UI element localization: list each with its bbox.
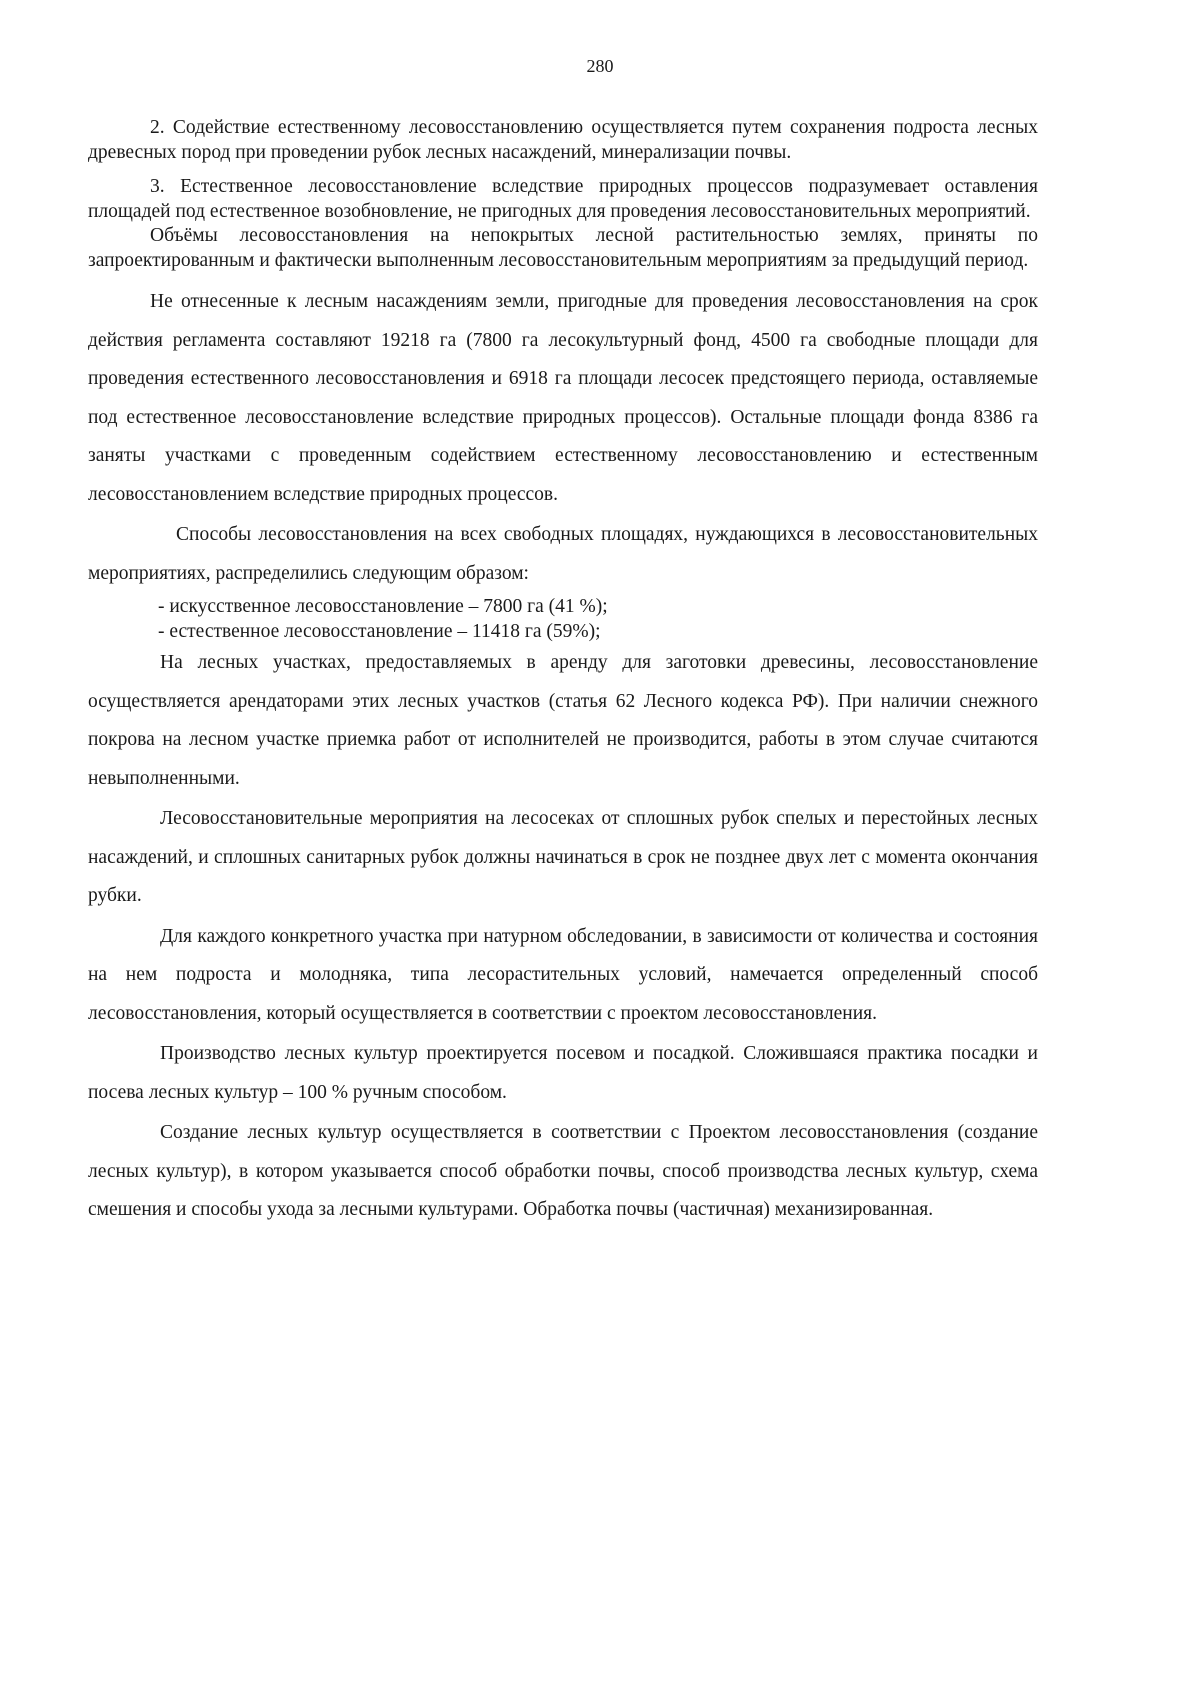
page-number: 280 — [586, 56, 614, 76]
paragraph-regeneration-volumes: Объёмы лесовосстановления на непокрытых лесной растительностью землях, приняты по запроектированным и фактически выполненным лесовосстановительным мероприятиям за предыдущий период. — [88, 225, 1038, 271]
paragraph-regeneration-methods: Способы лесовосстановления на всех свободных площадях, нуждающихся в лесовосстановительных мероприятиях, распределились следующим образом: — [88, 524, 1038, 584]
paragraph-forest-cultures-creation: Создание лесных культур осуществляется в соответствии с Проектом лесовосстановления (создание лесных культур), в котором указывается способ обработки почвы, способ производства лесных культур, схема смешения и способы ухода за лесными культурами. Обработка почвы (частичная) механизированная. — [88, 1122, 1038, 1220]
paragraph-site-survey: Для каждого конкретного участка при натурном обследовании, в зависимости от количества и состояния на нем подроста и молодняка, типа лесорастительных условий, намечается определенный способ лесовосстановления, который осуществляется в соответствии с проектом лесовосстановления. — [88, 925, 1038, 1024]
document-body — [88, 116, 1038, 1230]
paragraph-assisted-regeneration: 2. Содействие естественному лесовосстановлению осуществляется путем сохранения подроста лесных древесных пород при проведении рубок лесных насаждений, минерализации почвы. — [88, 117, 1038, 163]
paragraph-non-forest-lands: Не отнесенные к лесным насаждениям земли, пригодные для проведения лесовосстановления на срок действия регламента составляют 19218 га (7800 га лесокультурный фонд, 4500 га свободные площади для проведения естественного лесовосстановления и 6918 га площади лесосек предстоящего периода, оставляемые под естественное лесовосстановление вследствие природных процессов). Остальные площади фонда 8386 га заняты участками с проведенным содействием естественному лесовосстановлению и естественным лесовосстановлением вследствие природных процессов. — [88, 291, 1038, 505]
paragraph-natural-regeneration: 3. Естественное лесовосстановление вследствие природных процессов подразумевает оставления площадей под естественное возобновление, не пригодных для проведения лесовосстановительных мероприятий. — [88, 176, 1038, 222]
paragraph-forest-cultures-production: Производство лесных культур проектируется посевом и посадкой. Сложившаяся практика посадки и посева лесных культур – 100 % ручным способом. — [88, 1043, 1038, 1103]
list-item-natural: - естественное лесовосстановление – 11418 га (59%); — [158, 620, 601, 642]
paragraph-clearcut-deadlines: Лесовосстановительные мероприятия на лесосеках от сплошных рубок спелых и перестойных лесных насаждений, и сплошных санитарных рубок должны начинаться в срок не позднее двух лет с момента окончания рубки. — [88, 808, 1038, 906]
paragraph-leased-plots: На лесных участках, предоставляемых в аренду для заготовки древесины, лесовосстановление осуществляется арендаторами этих лесных участков (статья 62 Лесного кодекса РФ). При наличии снежного покрова на лесном участке приемка работ от исполнителей не производится, работы в этом случае считаются невыполненными. — [88, 652, 1038, 789]
list-item-artificial: - искусственное лесовосстановление – 7800 га (41 %); — [158, 596, 608, 617]
